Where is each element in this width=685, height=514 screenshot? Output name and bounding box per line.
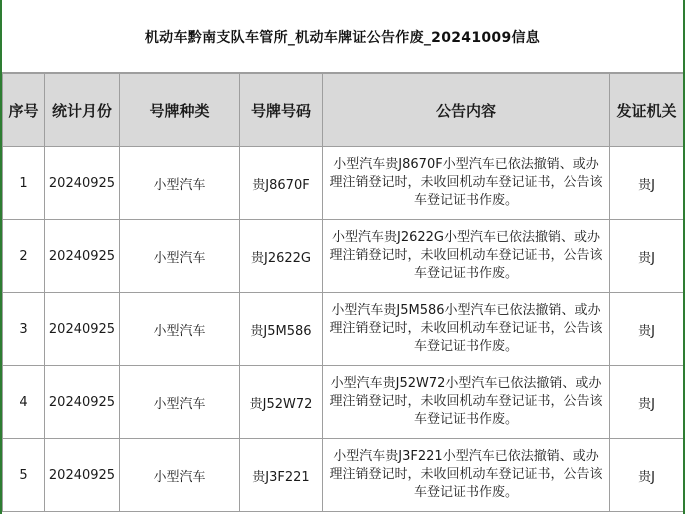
cell-no: 3 (3, 293, 45, 366)
cell-plate-type: 小型汽车 (120, 220, 240, 293)
cell-content: 小型汽车贵J5M586小型汽车已依法撤销、或办理注销登记时，未收回机动车登记证书，公告该车登记证书作废。 (323, 293, 610, 366)
cell-month: 20240925 (45, 147, 120, 220)
header-plate-type: 号牌种类 (120, 74, 240, 147)
cell-month: 20240925 (45, 439, 120, 512)
cell-authority: 贵J (610, 366, 684, 439)
cell-plate-no: 贵J2622G (240, 220, 323, 293)
header-no: 序号 (3, 74, 45, 147)
cell-plate-no: 贵J52W72 (240, 366, 323, 439)
header-plate-no: 号牌号码 (240, 74, 323, 147)
cell-plate-no: 贵J5M586 (240, 293, 323, 366)
page-title: 机动车黔南支队车管所_机动车牌证公告作废_20241009信息 (2, 0, 683, 73)
cell-no: 2 (3, 220, 45, 293)
table-row (3, 220, 684, 293)
cell-plate-type: 小型汽车 (120, 439, 240, 512)
cell-plate-no: 贵J8670F (240, 147, 323, 220)
table-row (3, 147, 684, 220)
cell-authority: 贵J (610, 220, 684, 293)
cell-content: 小型汽车贵J8670F小型汽车已依法撤销、或办理注销登记时，未收回机动车登记证书，公告该车登记证书作废。 (323, 147, 610, 220)
cell-month: 20240925 (45, 366, 120, 439)
cell-content: 小型汽车贵J3F221小型汽车已依法撤销、或办理注销登记时，未收回机动车登记证书，公告该车登记证书作废。 (323, 439, 610, 512)
cell-no: 4 (3, 366, 45, 439)
cell-plate-no: 贵J3F221 (240, 439, 323, 512)
table-row (3, 366, 684, 439)
cell-no: 5 (3, 439, 45, 512)
cell-plate-type: 小型汽车 (120, 147, 240, 220)
cell-content: 小型汽车贵J2622G小型汽车已依法撤销、或办理注销登记时，未收回机动车登记证书，公告该车登记证书作废。 (323, 220, 610, 293)
table-row (3, 439, 684, 512)
cell-authority: 贵J (610, 439, 684, 512)
cell-plate-type: 小型汽车 (120, 293, 240, 366)
cell-month: 20240925 (45, 220, 120, 293)
notice-table (2, 73, 684, 512)
cell-month: 20240925 (45, 293, 120, 366)
header-authority: 发证机关 (610, 74, 684, 147)
header-content: 公告内容 (323, 74, 610, 147)
table-row (3, 293, 684, 366)
header-month: 统计月份 (45, 74, 120, 147)
cell-authority: 贵J (610, 293, 684, 366)
cell-content: 小型汽车贵J52W72小型汽车已依法撤销、或办理注销登记时，未收回机动车登记证书，公告该车登记证书作废。 (323, 366, 610, 439)
cell-plate-type: 小型汽车 (120, 366, 240, 439)
table-header-row (3, 74, 684, 147)
cell-no: 1 (3, 147, 45, 220)
cell-authority: 贵J (610, 147, 684, 220)
